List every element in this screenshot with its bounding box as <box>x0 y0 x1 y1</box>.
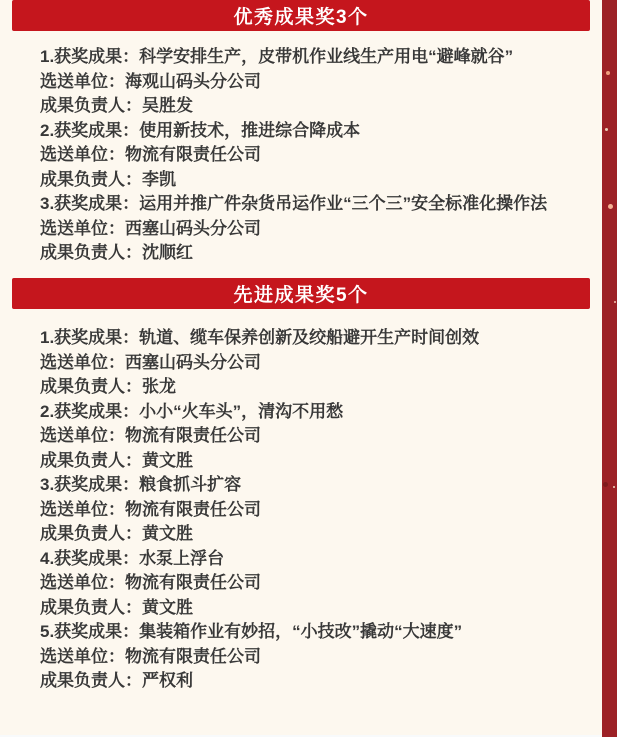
entry-2-unit: 选送单位：物流有限责任公司 <box>40 145 261 164</box>
entry-1-unit: 选送单位：西塞山码头分公司 <box>40 352 261 372</box>
entry-3-achievement: 3.获奖成果：粮食抓斗扩容 <box>40 475 242 494</box>
entry-1-achievement: 1.获奖成果：轨道、缆车保养创新及绞船避开生产时间创效 <box>40 328 480 347</box>
entry-4-leader: 成果负责人：黄文胜 <box>40 597 193 617</box>
entry-5-unit: 选送单位：物流有限责任公司 <box>40 646 261 666</box>
entry-2-leader: 成果负责人：黄文胜 <box>40 450 193 470</box>
section-2-banner <box>12 278 590 309</box>
entry-2-unit: 选送单位：物流有限责任公司 <box>40 426 261 445</box>
entry-4-achievement: 4.获奖成果：水泵上浮台 <box>40 548 225 568</box>
entry-1-unit: 选送单位：海观山码头分公司 <box>40 71 261 91</box>
right-decor-strip <box>602 0 617 737</box>
confetti-dot <box>613 486 615 488</box>
entry-2-achievement: 2.获奖成果：使用新技术，推进综合降成本 <box>40 120 361 140</box>
entry-3-unit: 选送单位：物流有限责任公司 <box>40 499 261 519</box>
entry-2-achievement: 2.获奖成果：小小“火车头”，清沟不用愁 <box>40 401 344 421</box>
confetti-dot <box>608 204 613 209</box>
confetti-dot <box>614 301 616 303</box>
entry-1-leader: 成果负责人：张龙 <box>40 377 176 396</box>
entry-3-achievement: 3.获奖成果：运用并推广件杂货吊运作业“三个三”安全标准化操作法 <box>40 194 548 213</box>
entry-1-leader: 成果负责人：吴胜发 <box>40 96 193 115</box>
entry-3-unit: 选送单位：西塞山码头分公司 <box>40 218 261 238</box>
section-2-title: 先进成果奖5个 <box>233 285 369 306</box>
entry-3-leader: 成果负责人：黄文胜 <box>40 524 193 543</box>
section-1-entries <box>40 45 600 266</box>
entry-3-leader: 成果负责人：沈顺红 <box>40 243 193 262</box>
entry-4-unit: 选送单位：物流有限责任公司 <box>40 573 261 592</box>
section-2-entries <box>40 326 600 694</box>
section-1-banner <box>12 0 590 31</box>
confetti-dot <box>606 71 610 75</box>
entry-1-achievement: 1.获奖成果：科学安排生产，皮带机作业线生产用电“避峰就谷” <box>40 47 514 66</box>
entry-2-leader: 成果负责人：李凯 <box>40 169 176 189</box>
confetti-dot <box>605 128 608 131</box>
section-1-title: 优秀成果奖3个 <box>233 7 369 28</box>
entry-5-leader: 成果负责人：严权利 <box>40 671 193 690</box>
confetti-dot <box>603 482 608 487</box>
entry-5-achievement: 5.获奖成果：集装箱作业有妙招，“小技改”撬动“大速度” <box>40 622 463 641</box>
